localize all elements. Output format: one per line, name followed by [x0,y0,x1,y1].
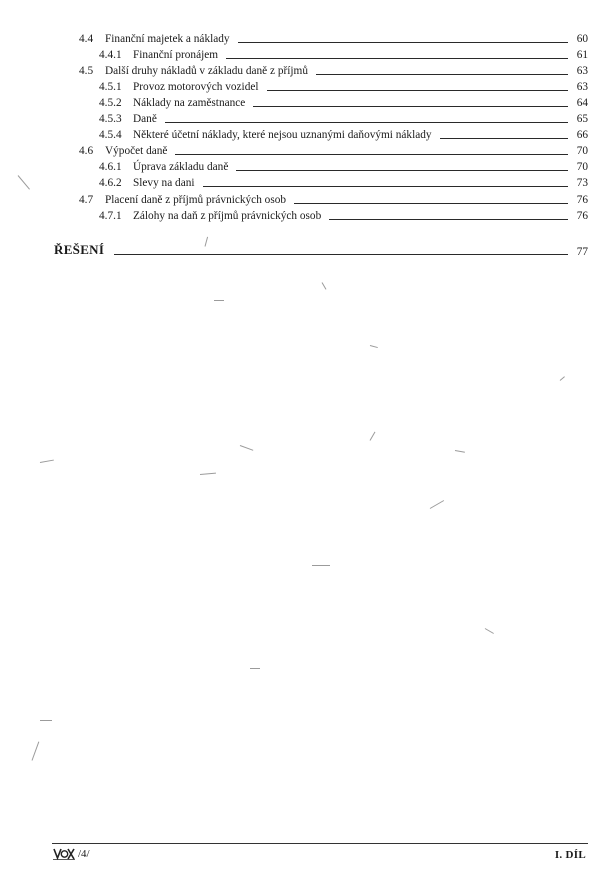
scan-speck [32,742,40,761]
scan-speck [240,445,253,451]
toc-entry-number: 4.7.1 [99,210,122,222]
toc-entry-page: 76 [576,210,588,222]
scan-speck [370,345,378,348]
toc-leader-line [316,74,568,75]
toc-entry-title: Provoz motorových vozidel [133,81,259,93]
toc-leader-line [226,58,568,59]
toc-entry-title: Výpočet daně [105,145,168,157]
toc-entry-number: 4.5.4 [99,129,122,141]
toc-entry-number: 4.5.2 [99,97,122,109]
scan-speck [312,565,330,566]
toc-entry[interactable] [79,62,588,78]
scan-speck [200,473,216,475]
footer-page-number: /4/ [78,848,90,860]
toc-entry-page: 61 [576,49,588,61]
toc-entry[interactable] [79,30,588,46]
toc-leader-line [440,138,568,139]
toc-entry-page: 77 [576,246,588,258]
toc-entry[interactable] [99,207,588,223]
toc-leader-line [114,254,568,255]
scan-speck [455,450,465,453]
scan-speck [40,720,52,721]
toc-entry-number: 4.5.1 [99,81,122,93]
footer-part-label: I. DÍL [554,849,586,861]
toc-leader-line [253,106,568,107]
scan-speck [322,282,327,289]
toc-leader-line [329,219,568,220]
toc-entry[interactable] [99,110,588,126]
toc-entry[interactable] [79,142,588,158]
toc-entry[interactable] [99,46,588,62]
toc-entry[interactable] [99,94,588,110]
toc-entry-page: 70 [576,161,588,173]
toc-entry-number: 4.4 [79,33,94,45]
toc-entry-number: 4.6.2 [99,177,122,189]
scan-speck [250,668,260,669]
toc-entry-title: Slevy na dani [133,177,195,189]
toc-leader-line [267,90,569,91]
toc-entry-title: Finanční majetek a náklady [105,33,230,45]
toc-entry-title: Finanční pronájem [133,49,219,61]
toc-entry[interactable] [99,126,588,142]
scan-speck [214,300,224,301]
toc-entry-title: Úprava základu daně [133,161,229,173]
toc-entry-number: 4.5.3 [99,113,122,125]
toc-entry-page: 63 [576,65,588,77]
toc-leader-line [238,42,568,43]
toc-leader-line [236,170,568,171]
toc-entry-title: Některé účetní náklady, které nejsou uznanými daňovými náklady [133,129,432,141]
toc-entry-title: Daně [133,113,157,125]
toc-entry[interactable] [79,191,588,207]
publisher-logo-icon [53,848,75,860]
scan-speck [485,628,494,634]
toc-entry-title: Placení daně z příjmů právnických osob [105,194,287,206]
toc-entry-title: Zálohy na daň z příjmů právnických osob [133,210,322,222]
scan-speck [370,432,376,441]
toc-entry-title: Další druhy nákladů v základu daně z příjmů [105,65,308,77]
toc-entry-number: 4.6.1 [99,161,122,173]
footer-rule [52,843,588,844]
toc-entry-number: 4.5 [79,65,94,77]
toc-entry[interactable] [99,78,588,94]
scan-speck [40,460,54,463]
toc-entry-page: 70 [576,145,588,157]
toc-entry-number: 4.6 [79,145,94,157]
toc-entry-page: 76 [576,194,588,206]
toc-leader-line [203,186,569,187]
toc-entry-number: 4.4.1 [99,49,122,61]
toc-entry-title: ŘEŠENÍ [54,242,105,257]
footer-left [53,848,90,860]
toc-leader-line [165,122,568,123]
toc-entry-page: 65 [576,113,588,125]
toc-entry-reseni[interactable] [54,240,588,258]
toc-entry-page: 73 [576,177,588,189]
scan-speck [18,175,30,189]
toc-entry[interactable] [99,158,588,174]
toc-entry-number: 4.7 [79,194,94,206]
toc-entry-page: 60 [576,33,588,45]
toc-entry-page: 64 [576,97,588,109]
toc-leader-line [294,203,568,204]
toc-leader-line [175,154,568,155]
toc-entry-page: 63 [576,81,588,93]
toc-entry-title: Náklady na zaměstnance [133,97,246,109]
scan-speck [560,376,565,381]
toc-entry[interactable] [99,174,588,190]
scan-speck [430,500,444,509]
toc-entry-page: 66 [576,129,588,141]
